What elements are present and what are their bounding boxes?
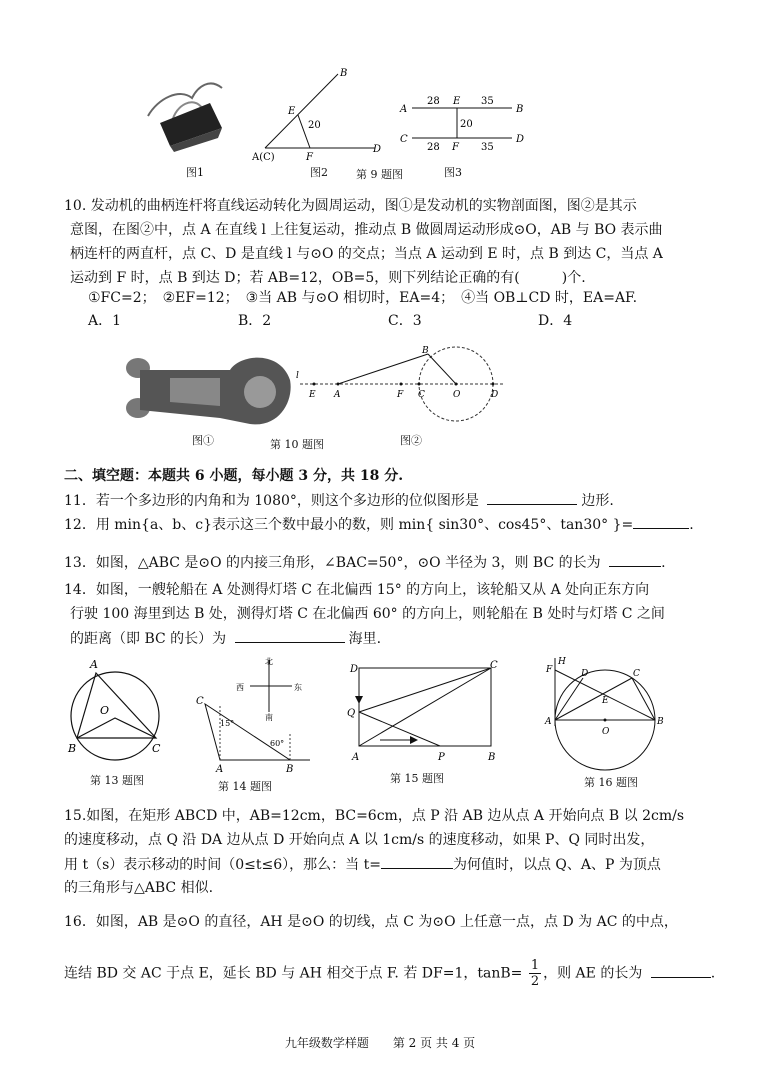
q16-line2-text: 连结 BD 交 AC 于点 E，延长 BD 与 AH 相交于点 F. 若 DF=1，tanB= <box>64 965 523 982</box>
fig2-label-E: E <box>288 106 296 117</box>
fig2-label-F: F <box>306 152 313 163</box>
q10-label-O: O <box>453 390 461 400</box>
fig13-caption: 第 13 题图 <box>90 774 144 787</box>
q11 <box>64 490 614 511</box>
section2-heading: 二、填空题：本题共 6 小题，每小题 3 分，共 18 分. <box>64 468 404 484</box>
q10-option-b: B．2 <box>238 313 272 329</box>
fig3-top-left: 28 <box>427 96 440 107</box>
fig13-label-C: C <box>152 742 161 755</box>
fig14-west: 西 <box>236 683 244 692</box>
q10-line2: 意图，在图②中，点 A 在直线 l 上往复运动，推动点 B 做圆周运动形成⊙O，AB 与 BO 表示曲 <box>70 222 663 238</box>
fig13-label-B: B <box>68 742 77 755</box>
q10-label-C: C <box>418 390 425 400</box>
fig15-label-Q: Q <box>347 708 356 719</box>
q14-line3 <box>70 628 381 649</box>
q11-text: 11．若一个多边形的内角和为 1080°，则这个多边形的位似图形是 <box>64 493 479 509</box>
q16-line2 <box>64 958 715 989</box>
fig3-bot-right: 35 <box>481 142 494 153</box>
fig15-label-B: B <box>488 752 496 763</box>
fig16-label-A: A <box>545 717 552 727</box>
q16-line2-tail: ，则 AE 的长为 <box>543 965 643 982</box>
q10-label-A: A <box>334 390 341 400</box>
q13-answer-blank[interactable] <box>609 552 661 567</box>
fig13-diagram <box>67 658 161 760</box>
q16-frac-den: 2 <box>530 974 540 989</box>
fig14-south: 南 <box>265 713 273 722</box>
q16-frac-num: 1 <box>530 958 540 973</box>
engine-photo <box>126 358 291 425</box>
fig3-diagram <box>399 96 524 153</box>
fig3-label-E: E <box>453 96 461 107</box>
fig16-label-B: B <box>657 717 664 727</box>
q15-line1: 15.如图，在矩形 ABCD 中，AB=12cm，BC=6cm，点 P 沿 AB 边从点 A 开始向点 B 以 2cm/s <box>64 808 685 824</box>
q10-line1: 10. 发动机的曲柄连杆将直线运动转化为圆周运动，图①是发动机的实物剖面图，图②是其示 <box>64 198 637 214</box>
q10-label-l: l <box>296 371 299 381</box>
fig3-label-C: C <box>400 134 408 145</box>
q10-options <box>88 310 648 330</box>
fig16-label-C: C <box>633 669 640 679</box>
fig16-label-E: E <box>602 696 609 706</box>
q15-answer-blank[interactable] <box>381 854 453 869</box>
q16-fraction <box>529 958 541 989</box>
q10-option-a: A．1 <box>88 313 122 329</box>
fig15-label-P: P <box>438 752 445 763</box>
q16-answer-blank[interactable] <box>651 963 711 978</box>
fig14-north: 北 <box>265 657 273 666</box>
q14-line1: 14．如图，一艘轮船在 A 处测得灯塔 C 在北偏西 15° 的方向上，该轮船又从 A 处向正东方向 <box>64 582 650 598</box>
q10-label-D: D <box>491 390 499 400</box>
q14-answer-blank[interactable] <box>235 628 345 643</box>
q14-line2: 行驶 100 海里到达 B 处，测得灯塔 C 在北偏西 60° 的方向上，则轮船在 B 处时与灯塔 C 之间 <box>70 606 665 622</box>
fig3-label-A: A <box>400 104 408 115</box>
q10-fig-caption1: 图① <box>192 434 214 447</box>
q12 <box>64 514 694 535</box>
fig3-label-B: B <box>516 104 524 115</box>
q10-fig-caption2: 图② <box>400 434 422 447</box>
q16-tail: . <box>710 965 716 982</box>
fig3-label-F: F <box>452 142 459 153</box>
fig3-mid: 20 <box>460 119 473 130</box>
q10-fig-title: 第 10 题图 <box>270 438 324 451</box>
q10-figure-svg <box>110 340 510 440</box>
q10-option-d: D．4 <box>538 313 573 329</box>
fig14-angle-60: 60° <box>270 739 285 748</box>
q14-tail: 海里. <box>348 631 382 647</box>
fig3-top-right: 35 <box>481 96 494 107</box>
q10-option-c: C．3 <box>388 313 422 329</box>
fig16-diagram <box>544 657 664 770</box>
q15-line3 <box>64 854 661 875</box>
q16-line1: 16．如图，AB 是⊙O 的直径，AH 是⊙O 的切线，点 C 为⊙O 上任意一点，点 D 为 AC 的中点， <box>64 914 678 930</box>
fig14-label-B: B <box>286 764 294 774</box>
fig15-caption: 第 15 题图 <box>390 772 444 785</box>
q10-conditions: ①FC=2； ②EF=12； ③当 AB 与⊙O 相切时，EA=4； ④当 OB⊥CD 时，EA=AF. <box>88 290 638 306</box>
q14-line3-text: 的距离（即 BC 的长）为 <box>70 631 227 647</box>
fig14-caption: 第 14 题图 <box>218 780 272 793</box>
page-footer: 九年级数学样题 第 2 页 共 4 页 <box>284 1036 476 1050</box>
fig3-label-D: D <box>516 134 525 145</box>
fig14-east: 东 <box>294 683 302 692</box>
fig2-diagram <box>251 68 381 163</box>
q10-label-F: F <box>397 390 404 400</box>
fig15-label-D: D <box>350 664 359 675</box>
fig1-caption: 图1 <box>186 166 204 179</box>
q12-answer-blank[interactable] <box>633 514 689 529</box>
fig15-label-C: C <box>490 660 498 671</box>
q15-line3-tail: 为何值时，以点 Q、A、P 为顶点 <box>452 857 661 873</box>
q10-label-E: E <box>309 390 316 400</box>
q12-text: 12．用 min{a、b、c}表示这三个数中最小的数，则 min{ sin30°、cos45°、tan30° }= <box>64 517 634 533</box>
fig2-label-B: B <box>340 68 348 79</box>
fig14-diagram <box>196 656 310 774</box>
q15-line4: 的三角形与△ABC 相似. <box>64 880 214 896</box>
fig13-label-O: O <box>100 704 110 717</box>
q13 <box>64 552 666 573</box>
fig2-caption: 图2 <box>310 166 328 179</box>
q9-figure-title: 第 9 题图 <box>356 168 403 181</box>
fig15-diagram <box>347 660 498 763</box>
q10-line3: 柄连杆的两直杆，点 C、D 是直线 l 与⊙O 的交点；当点 A 运动到 E 时，点 B 到达 C，当点 A <box>70 246 663 262</box>
q15-line3-text: 用 t（s）表示移动的时间（0≤t≤6），那么：当 t= <box>64 857 381 873</box>
q10-figures <box>110 340 510 440</box>
q12-tail: . <box>689 517 694 533</box>
figures-13-16 <box>60 656 700 774</box>
crank-diagram <box>296 346 505 421</box>
fig16-label-D: D <box>581 669 589 679</box>
fig14-label-A: A <box>216 764 224 774</box>
fig16-caption: 第 16 题图 <box>584 776 638 789</box>
q15-line2: 的速度移动，点 Q 沿 DA 边从点 D 开始向点 A 以 1cm/s 的速度移动，如果 P、Q 同时出发， <box>64 832 655 848</box>
fig16-label-H: H <box>558 657 566 667</box>
fig3-bot-left: 28 <box>427 142 440 153</box>
fig2-label-D: D <box>373 144 382 155</box>
fig14-angle-15: 15° <box>220 719 235 728</box>
fig16-label-O: O <box>602 727 610 737</box>
binder-clip-photo <box>148 83 222 152</box>
figures-13-16-svg <box>60 656 700 774</box>
fig13-label-A: A <box>90 658 98 671</box>
fig15-label-A: A <box>352 752 360 763</box>
fig16-label-F: F <box>546 665 553 675</box>
fig14-label-C: C <box>196 696 204 707</box>
fig2-label-len: 20 <box>308 120 321 131</box>
q10-label-B: B <box>422 346 429 356</box>
fig2-label-A: A(C) <box>252 152 275 163</box>
q11-tail: 边形. <box>581 493 614 509</box>
q13-tail: . <box>661 555 666 571</box>
q10-line4: 运动到 F 时，点 B 到达 D；若 AB=12，OB=5，则下列结论正确的有( )个. <box>70 270 586 286</box>
fig3-caption: 图3 <box>444 166 462 179</box>
q11-answer-blank[interactable] <box>487 490 577 505</box>
q13-text: 13．如图，△ABC 是⊙O 的内接三角形，∠BAC=50°，⊙O 半径为 3，则 BC 的长为 <box>64 555 601 571</box>
